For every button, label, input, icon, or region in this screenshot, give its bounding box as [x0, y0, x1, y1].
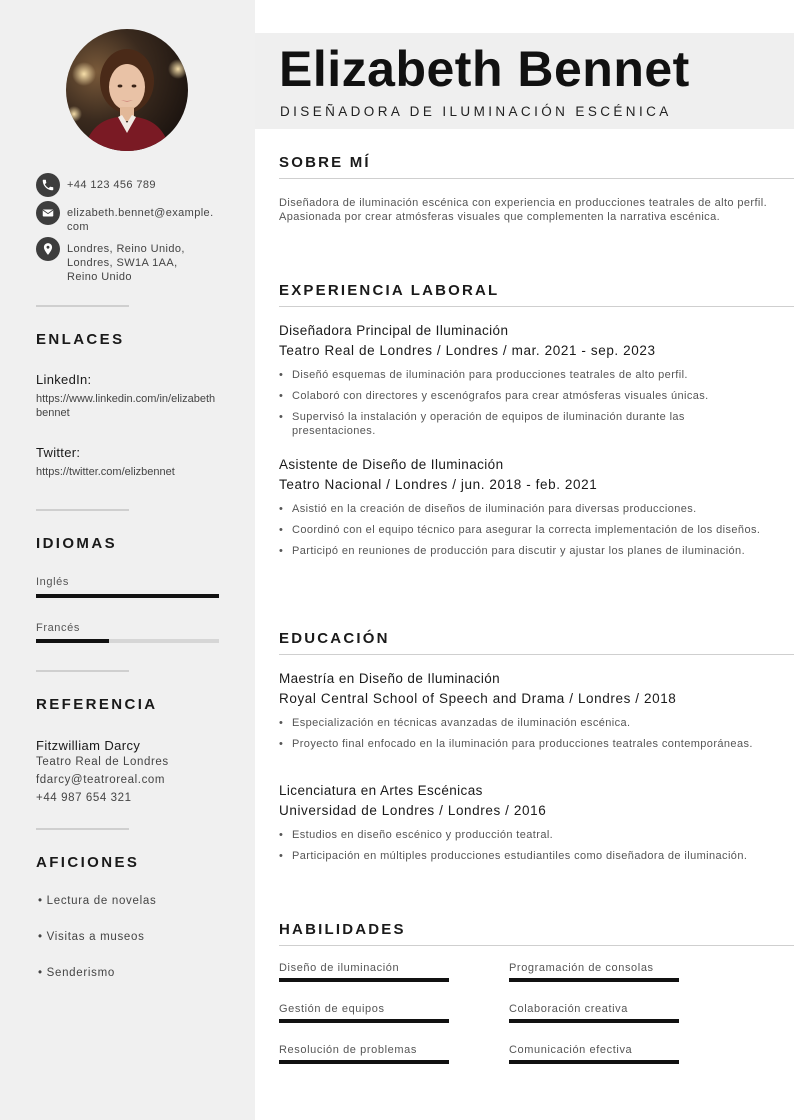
- hobby-label: Lectura de novelas: [46, 895, 157, 907]
- languages-heading: IDIOMAS: [36, 535, 117, 552]
- about-heading: SOBRE MÍ: [279, 154, 371, 171]
- links-heading: ENLACES: [36, 331, 125, 348]
- twitter-label: Twitter:: [36, 445, 81, 460]
- skill-level-bar: [279, 978, 449, 982]
- skill-item: [509, 1044, 679, 1064]
- profile-title: DISEÑADORA DE ILUMINACIÓN ESCÉNICA: [280, 104, 672, 119]
- bullet-item: • Coordinó con el equipo técnico para asegurar la correcta implementación de los diseños.: [279, 523, 769, 537]
- reference-email[interactable]: fdarcy@teatroreal.com: [36, 774, 166, 786]
- email-link[interactable]: elizabeth.bennet@example.com: [67, 207, 214, 233]
- phone-text: +44 123 456 789: [67, 179, 156, 191]
- skill-label: Gestión de equipos: [279, 1003, 385, 1015]
- skill-label: Comunicación efectiva: [509, 1044, 633, 1056]
- reference-heading: REFERENCIA: [36, 696, 158, 713]
- about-text: Diseñadora de iluminación escénica con experiencia en producciones teatrales de alto perfil. Apasionada por crear atmósferas visuales que complementen la narrativa escénica.: [279, 197, 768, 223]
- skill-level-bar: [279, 1019, 449, 1023]
- linkedin-link[interactable]: https://www.linkedin.com/in/elizabethbennet: [36, 393, 216, 419]
- education-heading: EDUCACIÓN: [279, 630, 390, 647]
- skill-level-bar: [509, 1060, 679, 1064]
- bullet-item: • Diseñó esquemas de iluminación para producciones teatrales de alto perfil.: [279, 368, 769, 382]
- bullet-item: • Especialización en técnicas avanzadas de iluminación escénica.: [279, 716, 769, 730]
- skill-label: Resolución de problemas: [279, 1044, 417, 1056]
- sidebar-divider: [36, 509, 129, 511]
- skill-item: [509, 962, 679, 982]
- skill-label: Diseño de iluminación: [279, 962, 400, 974]
- bullet-item: • Estudios en diseño escénico y producción teatral.: [279, 828, 769, 842]
- linkedin-label: LinkedIn:: [36, 372, 92, 387]
- language-level-fill: [36, 594, 219, 598]
- job-org: Teatro Nacional / Londres / jun. 2018 - feb. 2021: [279, 477, 598, 492]
- skill-level-bar: [509, 978, 679, 982]
- hobby-item: • Senderismo: [38, 967, 115, 979]
- reference-phone: +44 987 654 321: [36, 792, 132, 804]
- address-line: Reino Unido: [67, 271, 132, 283]
- section-rule: [279, 654, 794, 655]
- experience-heading: EXPERIENCIA LABORAL: [279, 282, 500, 299]
- email-icon: [36, 201, 60, 225]
- phone-icon: [36, 173, 60, 197]
- bullet-item: • Supervisó la instalación y operación de equipos de iluminación durante las presentaciones.: [279, 410, 769, 438]
- degree-bullets: [279, 716, 769, 758]
- contact-address: [36, 237, 219, 284]
- skill-item: [279, 1003, 449, 1023]
- sidebar: [0, 0, 255, 1120]
- hobby-label: Visitas a museos: [46, 931, 145, 943]
- job-org: Teatro Real de Londres / Londres / mar. 2021 - sep. 2023: [279, 343, 656, 358]
- skill-label: Programación de consolas: [509, 962, 654, 974]
- bullet-item: • Proyecto final enfocado en la iluminación para producciones teatrales contemporáneas.: [279, 737, 769, 751]
- contact-phone: [36, 173, 219, 197]
- bullet-item: • Asistió en la creación de diseños de iluminación para diversas producciones.: [279, 502, 769, 516]
- sidebar-divider: [36, 670, 129, 672]
- address-line: Londres, SW1A 1AA,: [67, 257, 178, 269]
- section-rule: [279, 178, 794, 179]
- skill-level-bar: [279, 1060, 449, 1064]
- profile-name: Elizabeth Bennet: [279, 41, 690, 97]
- skill-label: Colaboración creativa: [509, 1003, 628, 1015]
- degree-bullets: [279, 828, 769, 870]
- sidebar-divider: [36, 305, 129, 307]
- skill-item: [279, 1044, 449, 1064]
- location-pin-icon: [36, 237, 60, 261]
- hobbies-heading: AFICIONES: [36, 854, 140, 871]
- section-rule: [279, 945, 794, 946]
- bullet-item: • Participó en reuniones de producción para discutir y ajustar los planes de iluminación.: [279, 544, 769, 558]
- language-name: Inglés: [36, 576, 69, 588]
- degree-org: Universidad de Londres / Londres / 2016: [279, 803, 547, 818]
- hobby-label: Senderismo: [46, 967, 115, 979]
- language-level-bar: [36, 594, 219, 598]
- avatar: [66, 29, 188, 151]
- job-bullets: [279, 502, 769, 565]
- contact-email: [36, 201, 219, 234]
- language-level-fill: [36, 639, 109, 643]
- sidebar-divider: [36, 828, 129, 830]
- skills-heading: HABILIDADES: [279, 921, 406, 938]
- degree-title: Maestría en Diseño de Iluminación: [279, 671, 501, 686]
- job-title: Diseñadora Principal de Iluminación: [279, 323, 509, 338]
- degree-org: Royal Central School of Speech and Drama / Londres / 2018: [279, 691, 677, 706]
- skill-level-bar: [509, 1019, 679, 1023]
- skill-item: [509, 1003, 679, 1023]
- address-line: Londres, Reino Unido,: [67, 243, 185, 255]
- language-name: Francés: [36, 622, 80, 634]
- job-title: Asistente de Diseño de Iluminación: [279, 457, 504, 472]
- reference-company: Teatro Real de Londres: [36, 756, 169, 768]
- main-content: [255, 0, 794, 1120]
- address-text: [67, 237, 219, 284]
- hobby-item: • Visitas a museos: [38, 931, 145, 943]
- reference-name: Fitzwilliam Darcy: [36, 738, 141, 753]
- twitter-link[interactable]: https://twitter.com/elizbennet: [36, 466, 175, 478]
- degree-title: Licenciatura en Artes Escénicas: [279, 783, 483, 798]
- bullet-item: • Participación en múltiples producciones estudiantiles como diseñadora de iluminación.: [279, 849, 769, 863]
- hobby-item: • Lectura de novelas: [38, 895, 157, 907]
- language-level-bar: [36, 639, 219, 643]
- skill-item: [279, 962, 449, 982]
- section-rule: [279, 306, 794, 307]
- job-bullets: [279, 368, 769, 445]
- bullet-item: • Colaboró con directores y escenógrafos para crear atmósferas visuales únicas.: [279, 389, 769, 403]
